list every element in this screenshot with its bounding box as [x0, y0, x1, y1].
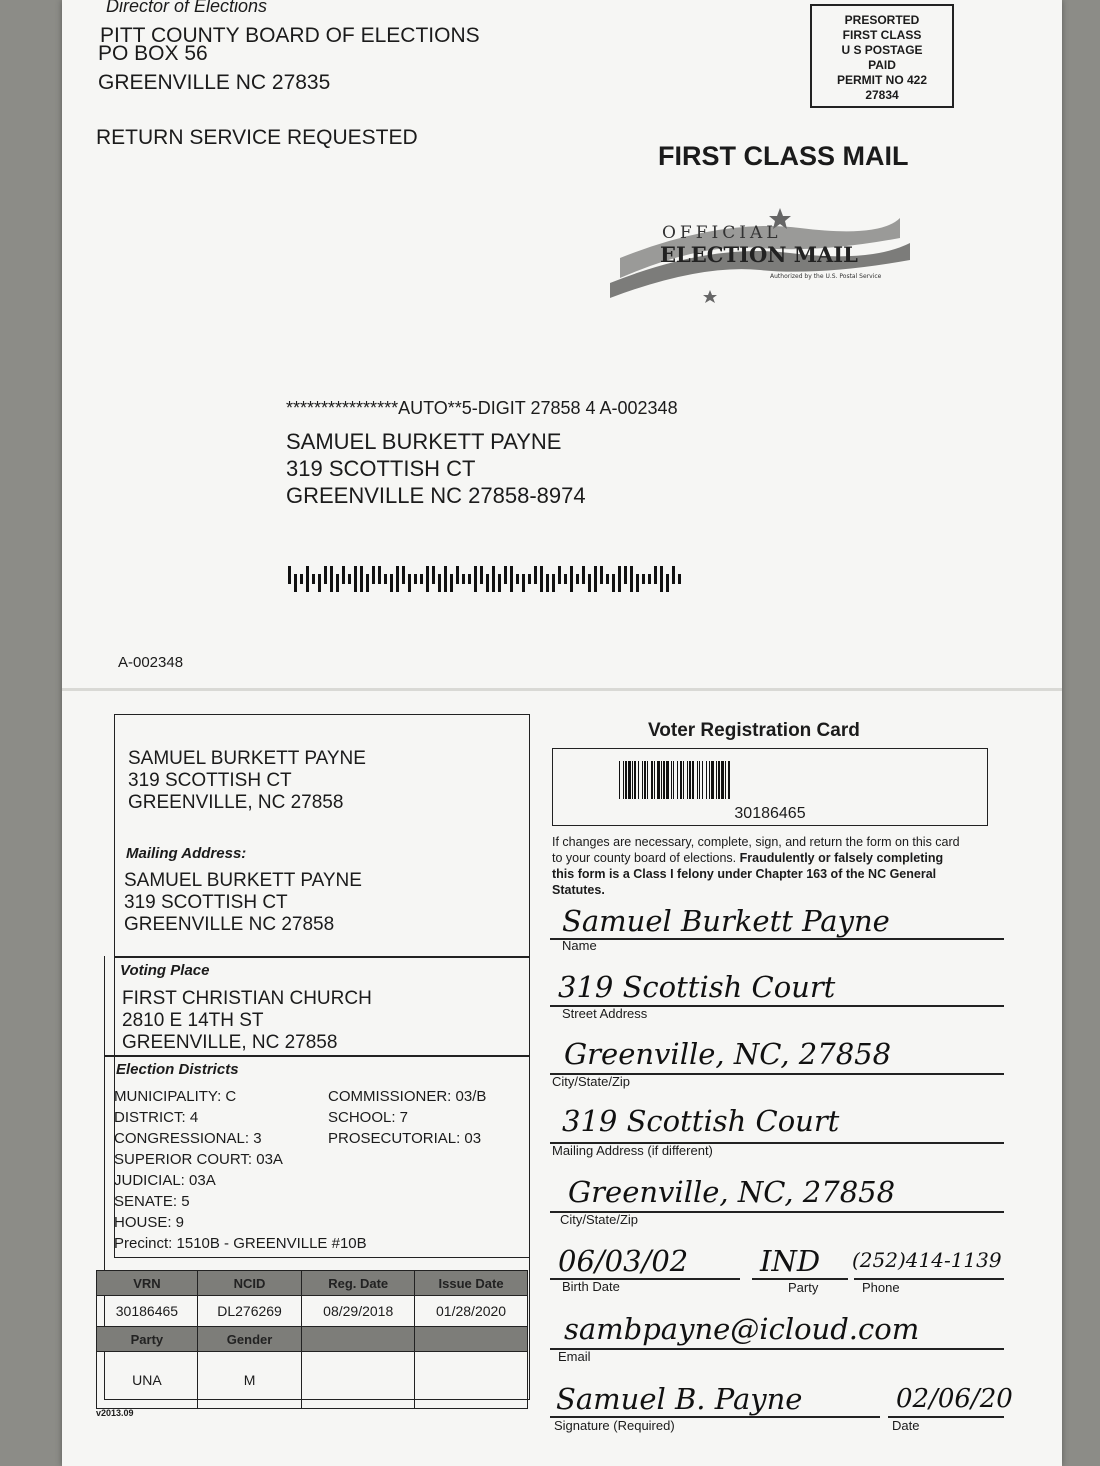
barcode-bar [384, 574, 387, 584]
field-mailing-city-label: City/State/Zip [560, 1212, 639, 1227]
field-phone-label: Phone [862, 1280, 900, 1295]
return-title: Director of Elections [106, 0, 268, 16]
barcode-bar [432, 566, 435, 584]
grid-cell: UNA [97, 1352, 198, 1409]
district-item: SENATE: 5 [114, 1193, 190, 1210]
barcode-bar [342, 566, 345, 584]
field-city-label: City/State/Zip [552, 1074, 631, 1089]
barcode-bar [486, 574, 489, 592]
grid-header [415, 1327, 528, 1352]
field-date-label: Date [892, 1418, 920, 1433]
barcode-bar [522, 574, 525, 592]
barcode-bar [552, 574, 555, 592]
barcode-bar [648, 574, 651, 584]
barcode-bar [630, 566, 633, 592]
barcode-bar [606, 574, 609, 584]
barcode-bar [402, 566, 405, 584]
barcode-bar [372, 566, 375, 584]
postage-line: PRESORTED [844, 13, 920, 27]
barcode-bar [336, 574, 339, 592]
return-line-3: GREENVILLE NC 27835 [98, 71, 331, 94]
district-item: HOUSE: 9 [114, 1214, 185, 1231]
districts-label: Election Districts [116, 1061, 239, 1078]
barcode-bar [528, 574, 531, 584]
postage-indicia [810, 4, 954, 108]
barcode-bar [534, 566, 537, 584]
grid-cell: 01/28/2020 [415, 1296, 528, 1327]
mailing-city: GREENVILLE NC 27858 [124, 914, 335, 935]
barcode-bar [546, 574, 549, 592]
barcode-bar [468, 574, 471, 584]
barcode-bar [480, 566, 483, 584]
barcode-bar [618, 566, 621, 592]
grid-header: Issue Date [415, 1271, 528, 1296]
barcode-bar [474, 566, 477, 592]
grid-cell: 08/29/2018 [302, 1296, 415, 1327]
barcode-bar [414, 574, 417, 584]
voting-place-label: Voting Place [120, 962, 210, 979]
logo-sub-text: Authorized by the U.S. Postal Service [770, 273, 882, 280]
district-item: Precinct: 1510B - GREENVILLE #10B [114, 1235, 367, 1252]
postage-line: 27834 [865, 88, 899, 102]
barcode-bar [408, 574, 411, 592]
mail-id: A-002348 [118, 654, 184, 671]
grid-cell: DL276269 [197, 1296, 301, 1327]
barcode-bar [396, 566, 399, 592]
notice-text: If changes are necessary, complete, sign, and return the form on this card to your county board of elections. [552, 835, 960, 865]
recipient-name: SAMUEL BURKETT PAYNE [286, 429, 562, 454]
grid-cell [415, 1352, 528, 1409]
barcode-bar [318, 574, 321, 592]
notice-warning: Fraudulently or falsely completing this form is a Class I felony under Chapter 163 of the NC General Statutes. [552, 851, 944, 897]
district-item: DISTRICT: 4 [114, 1109, 199, 1126]
barcode-bar [600, 566, 603, 584]
barcode-bar [588, 574, 591, 592]
barcode-bar [294, 574, 297, 592]
barcode-bar [678, 574, 681, 584]
sort-line: ****************AUTO**5-DIGIT 27858 4 A-002348 [286, 398, 678, 418]
field-signature-label: Signature (Required) [554, 1418, 675, 1433]
district-item: SUPERIOR COURT: 03A [114, 1151, 283, 1168]
field-street-value[interactable]: 319 Scottish Court [558, 970, 836, 1004]
recipient-city: GREENVILLE NC 27858-8974 [286, 483, 586, 508]
voting-place-city: GREENVILLE, NC 27858 [122, 1032, 338, 1053]
mailing-street: 319 SCOTTISH CT [124, 892, 288, 913]
field-line [550, 938, 1004, 940]
field-date-value[interactable]: 02/06/20 [896, 1384, 1013, 1414]
grid-cell [302, 1352, 415, 1409]
postage-line: FIRST CLASS [842, 28, 922, 42]
field-mailing-value[interactable]: 319 Scottish Court [562, 1104, 840, 1138]
barcode-bar [516, 574, 519, 584]
barcode-bar [654, 566, 657, 584]
district-item: COMMISSIONER: 03/B [328, 1088, 487, 1105]
postage-line: PAID [868, 58, 896, 72]
barcode-bar [730, 761, 731, 799]
field-name-label: Name [562, 938, 597, 953]
version-code: v2013.09 [96, 1408, 134, 1418]
grid-cell: M [197, 1352, 301, 1409]
barcode-bar [456, 566, 459, 584]
star-icon [703, 290, 717, 303]
grid-cell: 30186465 [97, 1296, 198, 1327]
residence-street: 319 SCOTTISH CT [128, 770, 292, 791]
barcode-bar [624, 566, 627, 584]
field-birth-value[interactable]: 06/03/02 [558, 1244, 689, 1278]
return-line-1: PITT COUNTY BOARD OF ELECTIONS [100, 24, 480, 47]
barcode-bar [426, 566, 429, 592]
barcode-bar [504, 566, 507, 584]
field-phone-value[interactable]: (252)414-1139 [852, 1248, 1002, 1272]
grid-header [302, 1327, 415, 1352]
barcode-bar [366, 574, 369, 592]
postage-line: U S POSTAGE [841, 43, 923, 57]
barcode-bar [324, 566, 327, 584]
barcode-bar [672, 566, 675, 584]
district-item: SCHOOL: 7 [328, 1109, 409, 1126]
barcode-bar [438, 574, 441, 592]
barcode-bar [564, 574, 567, 584]
barcode-bar [348, 574, 351, 584]
district-item: MUNICIPALITY: C [114, 1088, 237, 1105]
field-party-value[interactable]: IND [760, 1244, 821, 1278]
voting-place-name: FIRST CHRISTIAN CHURCH [122, 988, 372, 1009]
districts-right [328, 1086, 486, 1149]
barcode-bar [462, 574, 465, 584]
election-mail-logo [600, 198, 920, 310]
field-birth-label: Birth Date [562, 1279, 620, 1294]
mailing-label: Mailing Address: [126, 845, 247, 862]
residence-name: SAMUEL BURKETT PAYNE [128, 748, 366, 769]
barcode-bar [510, 566, 513, 592]
voter-record-grid [96, 1270, 528, 1409]
barcode-bar [636, 574, 639, 592]
grid-header: VRN [97, 1271, 198, 1296]
return-line-2: PO BOX 56 [98, 42, 208, 65]
return-service: RETURN SERVICE REQUESTED [96, 126, 418, 149]
barcode-bar [420, 574, 423, 584]
mailer-card [62, 0, 1062, 1466]
field-signature-value[interactable]: Samuel B. Payne [556, 1382, 803, 1416]
barcode-bar [444, 566, 447, 592]
grid-header: Gender [197, 1327, 301, 1352]
field-email-value[interactable]: sambpayne@icloud.com [564, 1312, 920, 1346]
barcode-bar [354, 566, 357, 592]
field-email-label: Email [558, 1349, 591, 1364]
barcode-bar [390, 574, 393, 592]
district-item: CONGRESSIONAL: 3 [114, 1130, 262, 1147]
card-title: Voter Registration Card [648, 720, 860, 741]
barcode-bar [450, 574, 453, 592]
logo-main-text: ELECTION MAIL [660, 242, 858, 267]
field-street-label: Street Address [562, 1006, 648, 1021]
card-notice [552, 834, 962, 898]
postage-line: PERMIT NO 422 [836, 73, 928, 87]
grid-header: Party [97, 1327, 198, 1352]
barcode-bar [498, 574, 501, 592]
grid-header: Reg. Date [302, 1271, 415, 1296]
grid-header: NCID [197, 1271, 301, 1296]
district-item: JUDICIAL: 03A [114, 1172, 216, 1189]
card-barcode [619, 761, 731, 799]
barcode-bar [288, 566, 291, 584]
recipient-street: 319 SCOTTISH CT [286, 456, 476, 481]
field-name-value[interactable]: Samuel Burkett Payne [562, 904, 890, 938]
field-line [550, 1348, 1004, 1350]
voting-place-street: 2810 E 14TH ST [122, 1010, 264, 1031]
field-party-label: Party [788, 1280, 819, 1295]
barcode-bar [594, 566, 597, 592]
barcode-bar [360, 566, 363, 592]
field-mailing-city-value[interactable]: Greenville, NC, 27858 [568, 1175, 896, 1209]
barcode-bar [570, 566, 573, 592]
barcode-bar [612, 574, 615, 592]
mailing-name: SAMUEL BURKETT PAYNE [124, 870, 362, 891]
barcode-bar [300, 574, 303, 584]
logo-top-text: OFFICIAL [662, 223, 782, 243]
barcode-bar [540, 566, 543, 592]
barcode-bar [558, 566, 561, 584]
barcode-bar [642, 574, 645, 584]
barcode-bar [660, 566, 663, 592]
fold-line [62, 688, 1062, 691]
barcode-bar [582, 566, 585, 584]
barcode-bar [306, 566, 309, 592]
barcode-bar [576, 574, 579, 584]
barcode-bar [330, 566, 333, 592]
district-item: PROSECUTORIAL: 03 [328, 1130, 482, 1147]
field-city-value[interactable]: Greenville, NC, 27858 [564, 1037, 892, 1071]
card-barcode-box [552, 748, 988, 826]
field-mailing-label: Mailing Address (if different) [552, 1143, 713, 1158]
residence-city: GREENVILLE, NC 27858 [128, 792, 344, 813]
barcode-bar [312, 574, 315, 584]
barcode-bar [666, 574, 669, 592]
intelligent-mail-barcode [288, 566, 681, 592]
barcode-bar [378, 566, 381, 584]
barcode-bar [492, 566, 495, 592]
card-barcode-number: 30186465 [734, 805, 806, 822]
mail-class: FIRST CLASS MAIL [658, 141, 909, 171]
